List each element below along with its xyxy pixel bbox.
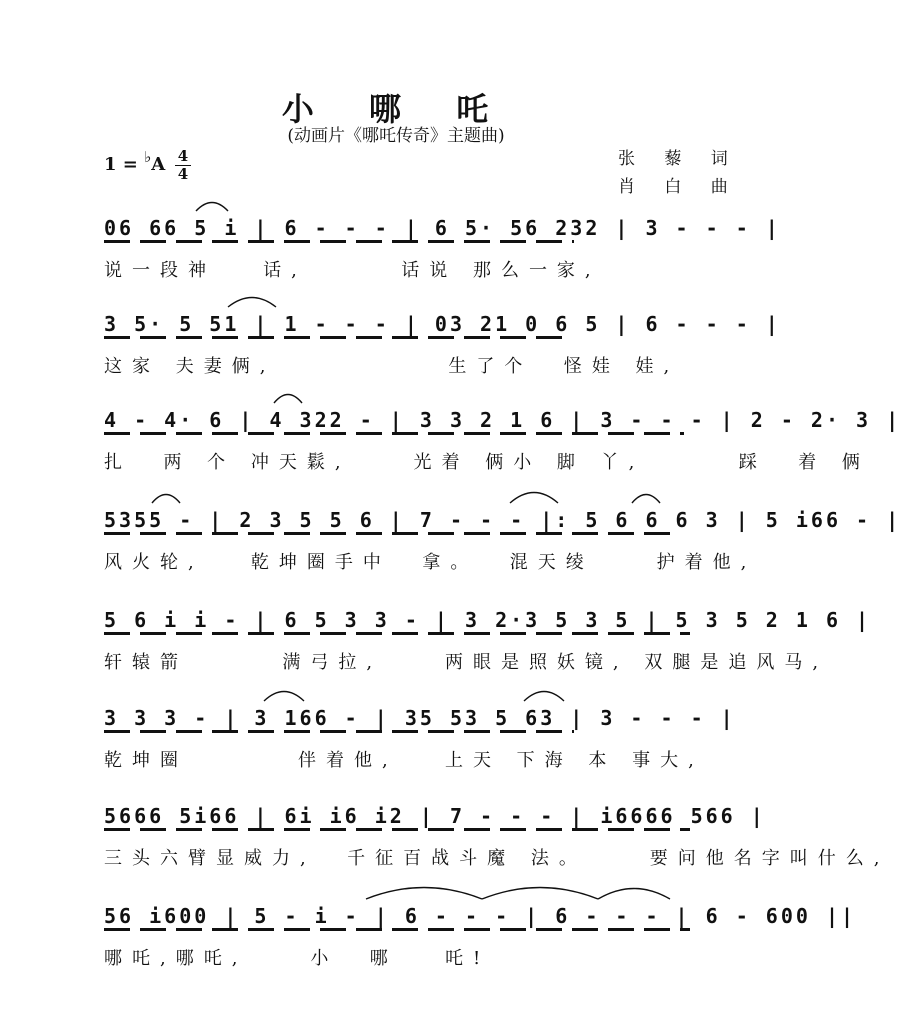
lyrics-line: 乾坤圈 伴着他, 上天 下海 本 事大, [104, 750, 704, 771]
score-system-4 [0, 500, 901, 595]
notation-line: 3 5· 5 51 | 1 - - - | 03 21 0 6 5 | 6 - - - | [104, 312, 781, 336]
lyrics-line: 扎 两 个 冲天鬏, 光着 俩小 脚 丫, 踩 着 俩 [104, 452, 870, 473]
beam-underline [104, 828, 690, 831]
lyrics-line: 三头六臂显威力, 千征百战斗魔 法。 要问他名字叫什么, [104, 848, 890, 869]
beam-underline [104, 532, 674, 535]
beam-underline [104, 632, 690, 635]
notation-line: 56 i600 | 5 - i - | 6 - - - | 6 - - - | 6 - 600 || [104, 904, 857, 928]
notation-line: 5355 - | 2 3 5 5 6 | 7 - - - |: 5 6 6 6 3 | 5 i66 - | [104, 508, 901, 532]
notation-line: 5 6 i i - | 6 5 3 3 - | 3 2·3 5 3 5 | 5 3 5 2 1 6 | [104, 608, 872, 632]
composer-credit: 肖 白 曲 [618, 177, 740, 197]
flat-sign: ♭ [144, 148, 152, 166]
song-subtitle: (动画片《哪吒传奇》主题曲) [287, 126, 505, 146]
time-top: 4 [177, 147, 189, 165]
score-system-3 [0, 400, 901, 495]
key-signature [104, 148, 166, 175]
beam-underline [104, 928, 690, 931]
key-note: A [151, 154, 166, 175]
score-system-2 [0, 304, 792, 399]
score-system-8 [0, 896, 857, 991]
beam-underline [104, 730, 574, 733]
notation-line: 5666 5i66 | 6i i6 i2 | 7 - - - | i6666 566 | [104, 804, 766, 828]
score-system-1 [0, 208, 792, 303]
lyrics-line: 这家 夫妻俩, 生了个 怪娃 娃, [104, 356, 680, 377]
beam-underline [104, 432, 684, 435]
lyrics-line: 哪吒,哪吒, 小 哪 吒! [104, 948, 491, 969]
score-system-7 [0, 796, 890, 891]
notation-line: 3 3 3 - | 3 166 - | 35 53 5 63 | 3 - - - | [104, 706, 736, 730]
beam-underline [104, 336, 564, 339]
lyricist-credit: 张 藜 词 [618, 149, 740, 169]
notation-line: 06 66 5 i | 6 - - - | 6 5· 56 232 | 3 - - - | [104, 216, 781, 240]
song-title: 小 哪 吒 [281, 90, 511, 128]
score-system-5 [0, 600, 872, 695]
time-bottom: 4 [177, 165, 189, 183]
lyrics-line: 风火轮, 乾坤圈手中 拿。 混天绫 护着他, [104, 552, 757, 573]
lyrics-line: 说一段神 话, 话说 那么一家, [104, 260, 601, 281]
lyrics-line: 轩辕箭 满弓拉, 两眼是照妖镜, 双腿是追风马, [104, 652, 829, 673]
notation-line: 4 - 4· 6 | 4 322 - | 3 3 2 1 6 | 3 - - - | 2 - 2· 3 | [104, 408, 901, 432]
score-system-6 [0, 698, 792, 793]
beam-underline [104, 240, 574, 243]
time-signature [172, 148, 194, 183]
key-prefix: 1 = [104, 154, 145, 175]
